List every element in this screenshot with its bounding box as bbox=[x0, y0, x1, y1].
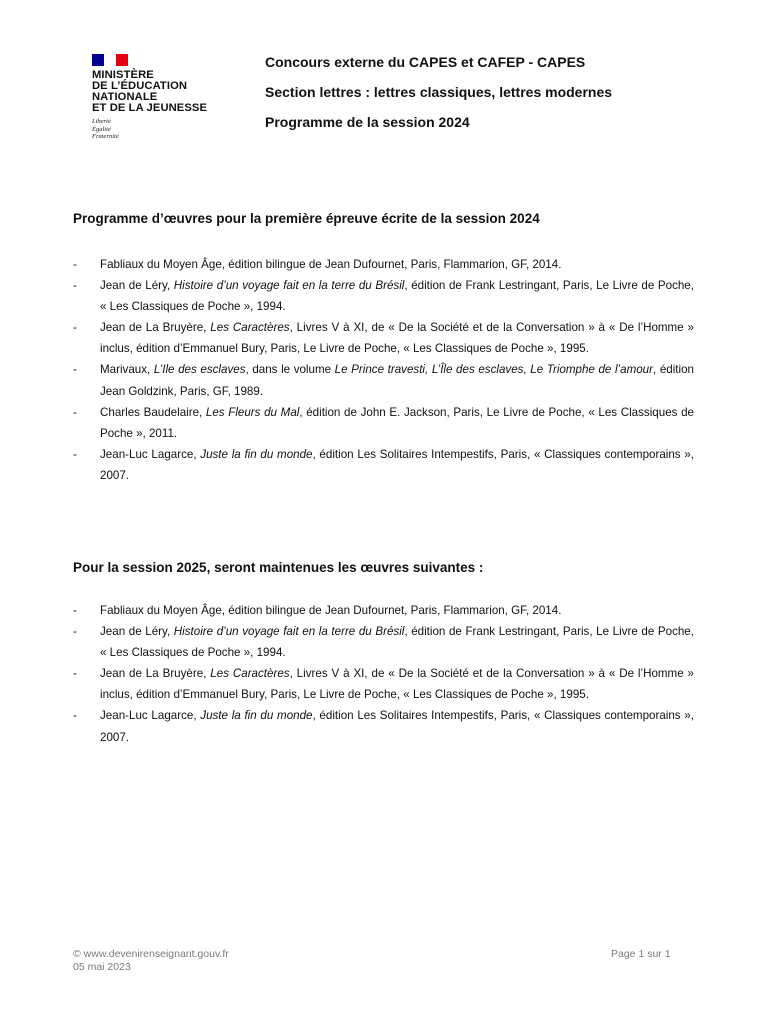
list-item bbox=[73, 600, 694, 621]
flag-white bbox=[104, 54, 116, 66]
list-item bbox=[73, 705, 694, 747]
page-number: Page 1 sur 1 bbox=[611, 948, 671, 960]
entry-text: Fabliaux du Moyen Âge, édition bilingue de Jean Dufournet, Paris, Flammarion, GF, 2014. bbox=[100, 604, 562, 617]
entry-text: , édition de Frank Lestringant, Paris, Le Livre de Poche, « Les Classiques de Poche », 1994. bbox=[100, 625, 694, 660]
ministry-name-line: MINISTÈRE bbox=[92, 69, 154, 81]
works-list-2024 bbox=[73, 254, 694, 486]
work-title: Juste la fin du monde bbox=[200, 709, 313, 723]
entry-text: Marivaux, bbox=[100, 363, 154, 377]
motto-line: Égalité bbox=[92, 125, 111, 133]
entry-text: Jean de La Bruyère, bbox=[100, 667, 211, 681]
exam-title: Concours externe du CAPES et CAFEP - CAPES bbox=[265, 54, 586, 70]
motto-line: Fraternité bbox=[92, 133, 119, 140]
work-title: Les Caractères bbox=[210, 321, 290, 335]
works-list-2025 bbox=[73, 600, 694, 748]
ministry-name-line: DE L’ÉDUCATION bbox=[92, 80, 188, 92]
ministry-name-line: ET DE LA JEUNESSE bbox=[92, 102, 208, 114]
entry-text: Jean de La Bruyère, bbox=[100, 321, 211, 335]
session-title: Programme de la session 2024 bbox=[265, 114, 470, 130]
footer-site: © www.devenirenseignant.gouv.fr bbox=[73, 948, 229, 960]
republic-motto bbox=[92, 118, 232, 141]
entry-text: Charles Baudelaire, bbox=[100, 405, 206, 419]
list-item bbox=[73, 621, 694, 663]
work-title: Les Fleurs du Mal bbox=[205, 405, 300, 419]
section-title-2024: Programme d’œuvres pour la première épreuve écrite de la session 2024 bbox=[73, 211, 540, 226]
entry-text: Jean-Luc Lagarce, bbox=[100, 709, 201, 723]
entry-text: , édition Les Solitaires Intempestifs, Paris, « Classiques contemporains », 2007. bbox=[100, 447, 694, 482]
section-subtitle: Section lettres : lettres classiques, lettres modernes bbox=[265, 84, 613, 100]
entry-text: , Livres V à XI, de « De la Société et de la Conversation » à « De l’Homme » inclus, édition d’Emmanuel Bury, Paris, Le Livre de Poche, « Les Classiques de Poche », 1995. bbox=[100, 321, 694, 356]
entry-text: , édition Les Solitaires Intempestifs, Paris, « Classiques contemporains », 2007. bbox=[100, 709, 694, 744]
footer-left bbox=[73, 948, 229, 973]
french-flag-icon bbox=[92, 54, 128, 66]
list-item bbox=[73, 663, 694, 705]
document-header bbox=[265, 55, 612, 145]
ministry-logo bbox=[92, 54, 232, 154]
footer-date: 05 mai 2023 bbox=[73, 960, 131, 973]
flag-blue bbox=[92, 54, 104, 66]
work-title: Les Caractères bbox=[210, 667, 290, 681]
ministry-name bbox=[92, 70, 232, 114]
section-title-2025: Pour la session 2025, seront maintenues les œuvres suivantes : bbox=[73, 560, 484, 575]
work-title: Le Prince travesti, L’Île des esclaves, Le Triomphe de l’amour bbox=[334, 363, 653, 377]
motto-line: Liberté bbox=[92, 118, 111, 125]
entry-text: Jean-Luc Lagarce, bbox=[100, 447, 201, 461]
list-item bbox=[73, 402, 694, 444]
entry-text: , édition Jean Goldzink, Paris, GF, 1989. bbox=[100, 363, 694, 398]
list-item bbox=[73, 359, 694, 401]
entry-text: , édition de Frank Lestringant, Paris, Le Livre de Poche, « Les Classiques de Poche », 1994. bbox=[100, 279, 694, 314]
work-title: Histoire d’un voyage fait en la terre du Brésil bbox=[173, 625, 405, 639]
entry-text: Fabliaux du Moyen Âge, édition bilingue de Jean Dufournet, Paris, Flammarion, GF, 2014. bbox=[100, 258, 562, 271]
list-item bbox=[73, 444, 694, 486]
entry-text: Jean de Léry, bbox=[100, 625, 174, 639]
ministry-name-line: NATIONALE bbox=[92, 91, 158, 103]
work-title: Juste la fin du monde bbox=[200, 447, 313, 461]
list-item bbox=[73, 254, 694, 275]
work-title: L’Ile des esclaves bbox=[153, 363, 246, 377]
work-title: Histoire d’un voyage fait en la terre du Brésil bbox=[173, 279, 405, 293]
entry-text: , dans le volume bbox=[245, 363, 335, 377]
flag-red bbox=[116, 54, 128, 66]
entry-text: , édition de John E. Jackson, Paris, Le Livre de Poche, « Les Classiques de Poche », 2011. bbox=[100, 405, 694, 440]
list-item bbox=[73, 275, 694, 317]
entry-text: , Livres V à XI, de « De la Société et de la Conversation » à « De l’Homme » inclus, édition d’Emmanuel Bury, Paris, Le Livre de Poche, « Les Classiques de Poche », 1995. bbox=[100, 667, 694, 702]
entry-text: Jean de Léry, bbox=[100, 279, 174, 293]
list-item bbox=[73, 317, 694, 359]
